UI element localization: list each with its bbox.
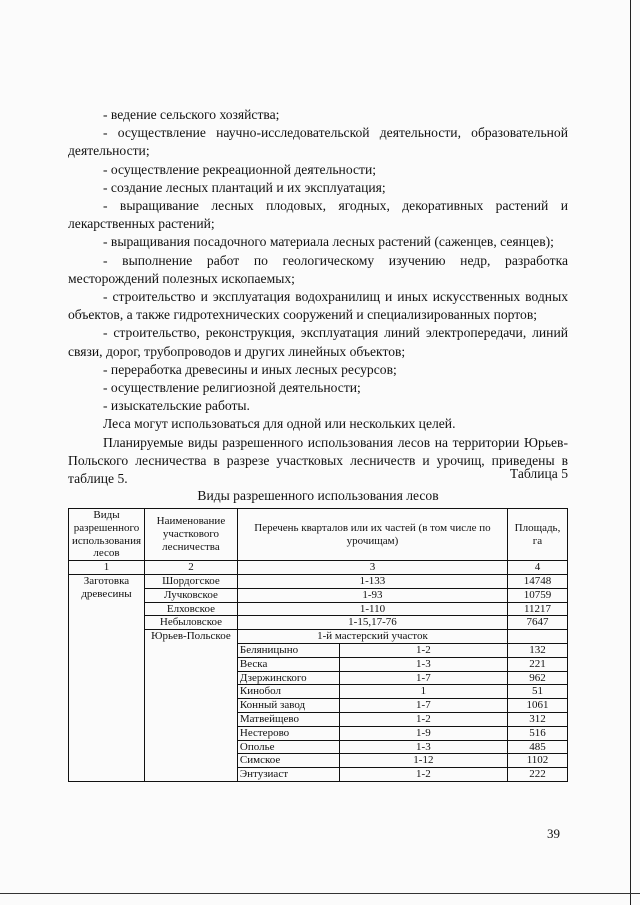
- column-number: 1: [69, 561, 145, 575]
- body-text: [68, 106, 568, 488]
- header-quarters: Перечень кварталов или их частей (в том числе по урочищам): [237, 509, 507, 561]
- quarters-cell: 1: [339, 685, 507, 699]
- forestry-name: Юрьев-Польское: [144, 630, 237, 782]
- tract-name: Ополье: [237, 740, 339, 754]
- area-cell: 221: [508, 657, 568, 671]
- paragraph: - выполнение работ по геологическому изучению недр, разработка месторождений полезных ископаемых;: [68, 252, 568, 286]
- quarters-cell: 1-93: [237, 588, 507, 602]
- paragraph: - ведение сельского хозяйства;: [103, 107, 280, 122]
- column-number: 4: [508, 561, 568, 575]
- tract-name: Дзержинского: [237, 671, 339, 685]
- header-forestry: Наименование участкового лесничества: [144, 509, 237, 561]
- area-cell: 1102: [508, 754, 568, 768]
- column-number: 3: [237, 561, 507, 575]
- tract-name: Нестерово: [237, 726, 339, 740]
- scan-edge-right: [630, 0, 631, 905]
- section-cell: 1-й мастерский участок: [237, 630, 507, 644]
- forestry-name: Небыловское: [144, 616, 237, 630]
- tract-name: Энтузиаст: [237, 768, 339, 782]
- tract-name: Веска: [237, 657, 339, 671]
- table-row: [69, 574, 568, 588]
- area-cell: 14748: [508, 574, 568, 588]
- paragraph: - строительство и эксплуатация водохранилищ и иных искусственных водных объектов, а также гидротехнических сооружений и специализированных портов;: [68, 289, 568, 323]
- paragraph: - выращивание лесных плодовых, ягодных, декоративных растений и лекарственных растений;: [68, 198, 568, 232]
- quarters-cell: 1-2: [339, 712, 507, 726]
- scan-edge-bottom: [0, 893, 640, 894]
- area-cell: 7647: [508, 616, 568, 630]
- tract-name: Симское: [237, 754, 339, 768]
- quarters-cell: 1-7: [339, 699, 507, 713]
- quarters-cell: 1-12: [339, 754, 507, 768]
- forestry-name: Лучковское: [144, 588, 237, 602]
- quarters-cell: 1-15,17-76: [237, 616, 507, 630]
- area-cell: 312: [508, 712, 568, 726]
- area-cell: 11217: [508, 602, 568, 616]
- quarters-cell: 1-2: [339, 768, 507, 782]
- paragraph: - создание лесных плантаций и их эксплуатация;: [103, 179, 386, 195]
- area-cell: 485: [508, 740, 568, 754]
- table-header-row: [69, 509, 568, 561]
- area-cell: 516: [508, 726, 568, 740]
- table-label: Таблица 5: [509, 466, 568, 481]
- quarters-cell: 1-9: [339, 726, 507, 740]
- area-cell: 222: [508, 768, 568, 782]
- paragraph: - изыскательские работы.: [103, 398, 250, 414]
- table-title: Виды разрешенного использования лесов: [197, 488, 439, 503]
- quarters-cell: 1-133: [237, 574, 507, 588]
- paragraph: - строительство, реконструкция, эксплуатация линий электропередачи, линий связи, дорог, трубопроводов и других линейных объектов;: [68, 325, 568, 359]
- quarters-cell: 1-2: [339, 643, 507, 657]
- quarters-cell: 1-3: [339, 657, 507, 671]
- paragraph: Планируемые виды разрешенного использования лесов на территории Юрьев- Польского лесничества в разрезе участковых лесничеств и урочищ, приведены в таблице 5.: [68, 434, 568, 487]
- paragraph: - переработка древесины и иных лесных ресурсов;: [103, 361, 397, 377]
- area-cell: [508, 630, 568, 644]
- area-cell: 1061: [508, 699, 568, 713]
- quarters-cell: 1-3: [339, 740, 507, 754]
- use-type-cell: Заготовка древесины: [69, 574, 145, 781]
- tract-name: Конный завод: [237, 699, 339, 713]
- area-cell: 962: [508, 671, 568, 685]
- quarters-cell: 1-7: [339, 671, 507, 685]
- table-number-row: [69, 561, 568, 575]
- tract-name: Кинобол: [237, 685, 339, 699]
- page-number: 39: [547, 826, 560, 841]
- forestry-name: Шордогское: [144, 574, 237, 588]
- forest-use-table: [68, 508, 568, 782]
- paragraph: - осуществление научно-исследовательской деятельности, образовательной деятельности;: [68, 125, 568, 159]
- tract-name: Матвейщево: [237, 712, 339, 726]
- paragraph: - выращивания посадочного материала лесных растений (саженцев, сеянцев);: [103, 234, 554, 250]
- area-cell: 51: [508, 685, 568, 699]
- paragraph: Леса могут использоваться для одной или нескольких целей.: [103, 416, 456, 432]
- tract-name: Беляницыно: [237, 643, 339, 657]
- quarters-cell: 1-110: [237, 602, 507, 616]
- forestry-name: Елховское: [144, 602, 237, 616]
- paragraph: - осуществление рекреационной деятельности;: [103, 161, 376, 177]
- column-number: 2: [144, 561, 237, 575]
- header-area: Площадь, га: [508, 509, 568, 561]
- area-cell: 132: [508, 643, 568, 657]
- paragraph: - осуществление религиозной деятельности;: [103, 380, 361, 396]
- header-use-type: Виды разрешенного использования лесов: [69, 509, 145, 561]
- area-cell: 10759: [508, 588, 568, 602]
